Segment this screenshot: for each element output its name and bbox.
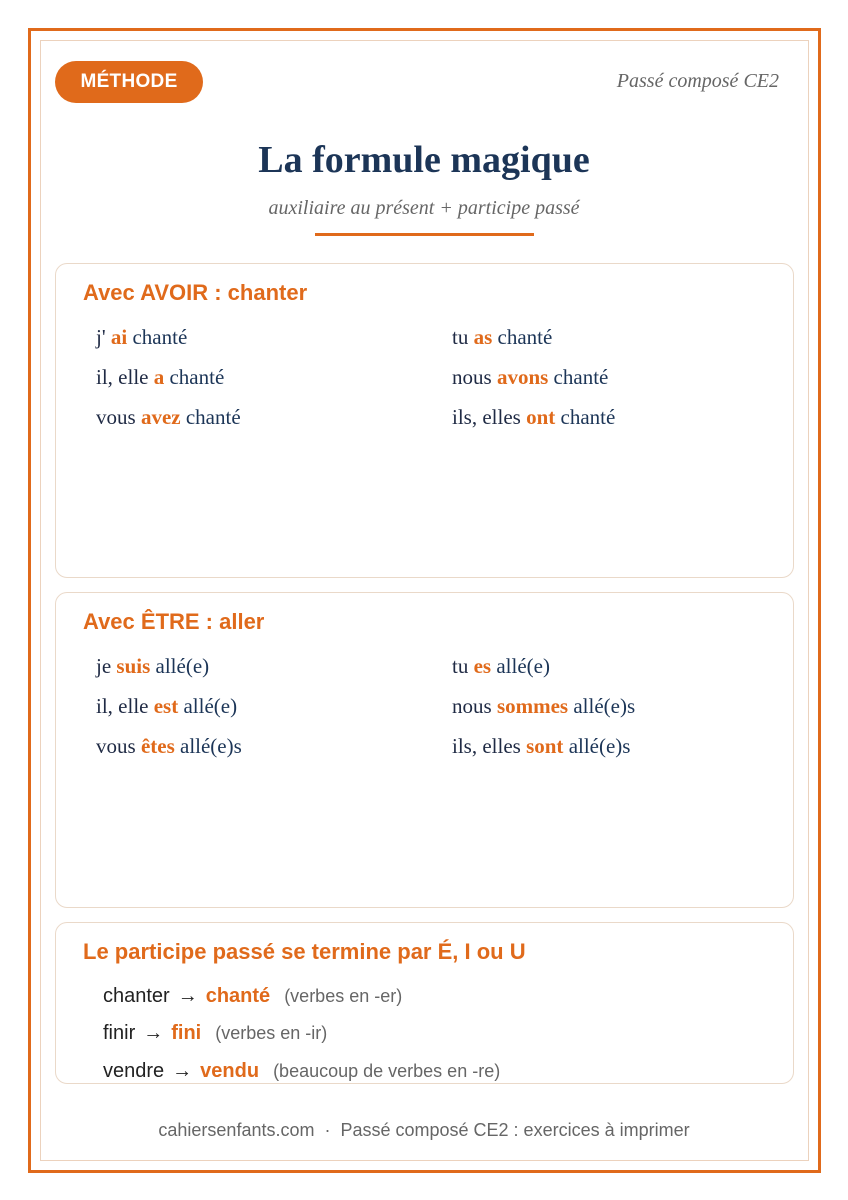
pronoun: il, elle [96,694,154,718]
participle: chanté [492,325,553,349]
infinitive: vendre [103,1060,165,1082]
conjugation-line [96,405,241,430]
participle-example [103,1060,500,1083]
participle: chanté [127,325,188,349]
pronoun: tu [452,654,474,678]
verb-group-note: (verbes en -er) [284,986,403,1006]
participle-form: fini [171,1022,202,1044]
conjugation-line [96,365,224,390]
participle: allé(e)s [563,734,631,758]
auxiliary: a [153,365,165,389]
auxiliary: ont [526,405,556,429]
participle-example [103,1022,327,1045]
participle-form: chanté [205,985,271,1007]
conjugation-line [452,654,550,679]
conjugation-line [96,654,209,679]
avoir-card-title: Avec AVOIR : chanter [83,280,308,305]
pronoun: nous [452,694,497,718]
auxiliary: as [473,325,493,349]
auxiliary: avez [140,405,181,429]
participle-card-title: Le participe passé se termine par É, I ou U [83,939,526,964]
pronoun: je [96,654,117,678]
conjugation-line [452,694,635,719]
participle-example [103,985,402,1008]
infinitive: chanter [103,985,170,1007]
participle: allé(e) [150,654,210,678]
auxiliary: sont [526,734,564,758]
auxiliary: sommes [496,694,569,718]
conjugation-line [96,694,237,719]
footer [0,1120,848,1141]
auxiliary: avons [496,365,549,389]
arrow-icon: → [143,1022,164,1044]
pronoun: vous [96,405,141,429]
verb-group-note: (verbes en -ir) [215,1023,328,1043]
page-title: La formule magique [258,139,590,181]
auxiliary: ai [110,325,128,349]
page-subtitle: auxiliaire au présent + participe passé [268,197,580,219]
pronoun: vous [96,734,141,758]
method-badge: MÉTHODE [55,61,203,103]
participle: allé(e) [491,654,550,678]
participle: chanté [548,365,609,389]
pronoun: ils, elles [452,405,527,429]
infinitive: finir [103,1022,136,1044]
etre-card [55,592,794,908]
conjugation-line [452,405,615,430]
participle: allé(e)s [568,694,636,718]
participle: allé(e)s [174,734,242,758]
pronoun: nous [452,365,497,389]
auxiliary: es [473,654,492,678]
etre-card-title: Avec ÊTRE : aller [83,609,265,634]
conjugation-line [452,325,552,350]
conjugation-line [452,734,630,759]
arrow-icon: → [177,985,198,1007]
participle: chanté [180,405,241,429]
verb-group-note: (beaucoup de verbes en -re) [273,1061,501,1081]
participle: chanté [164,365,225,389]
title-underline [315,233,534,236]
pronoun: il, elle [96,365,154,389]
auxiliary: suis [116,654,151,678]
pronoun: j' [96,325,111,349]
footer-separator: · [324,1120,331,1140]
pronoun: ils, elles [452,734,527,758]
auxiliary: êtes [140,734,175,758]
auxiliary: est [153,694,179,718]
participle-form: vendu [200,1060,260,1082]
conjugation-line [96,734,242,759]
participle: allé(e) [178,694,238,718]
conjugation-line [452,365,608,390]
arrow-icon: → [172,1060,193,1082]
conjugation-line [96,325,187,350]
footer-text: Passé composé CE2 : exercices à imprimer [340,1120,690,1140]
participle: chanté [555,405,616,429]
participle-card [55,922,794,1084]
pronoun: tu [452,325,474,349]
avoir-card [55,263,794,578]
corner-title: Passé composé CE2 [616,70,779,92]
footer-site: cahiersenfants.com [158,1120,315,1140]
